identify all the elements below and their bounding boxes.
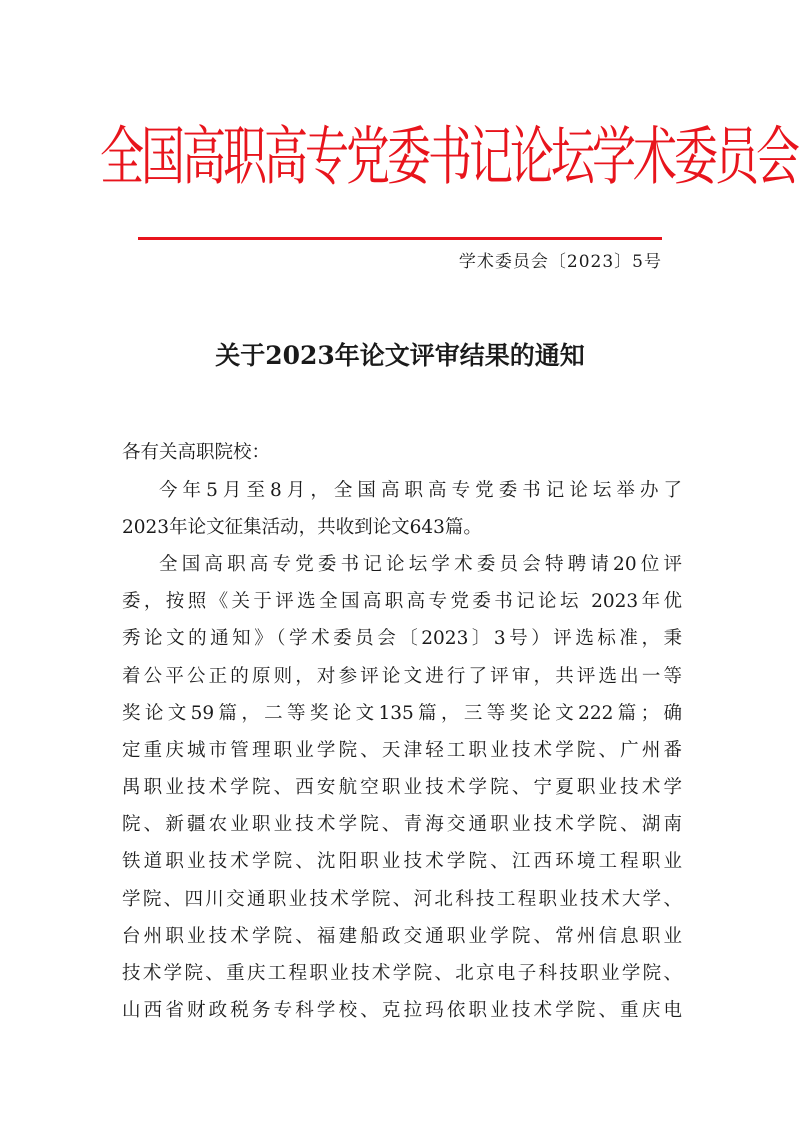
paragraph-line: 委，按照《关于评选全国高职高专党委书记论坛 2023年优 xyxy=(122,591,682,612)
masthead-organization-name: 全国高职高专党委书记论坛学术委员会 xyxy=(100,120,797,195)
paragraph-line: 定重庆城市管理职业学院、天津轻工职业技术学院、广州番 xyxy=(122,740,682,761)
paragraph-line: 禺职业技术学院、西安航空职业技术学院、宁夏职业技术学 xyxy=(122,777,682,798)
paragraph-line: 奖论文59篇，二等奖论文135篇，三等奖论文222篇；确 xyxy=(122,703,682,724)
notice-title: 关于2023年论文评审结果的通知 xyxy=(215,341,585,370)
paragraph-line: 铁道职业技术学院、沈阳职业技术学院、江西环境工程职业 xyxy=(122,851,682,872)
salutation: 各有关高职院校： xyxy=(122,442,271,463)
paragraph-line: 学院、四川交通职业技术学院、河北科技工程职业技术大学、 xyxy=(122,889,682,910)
paragraph-line: 山西省财政税务专科学校、克拉玛依职业技术学院、重庆电 xyxy=(122,1000,682,1021)
paragraph-line: 2023年论文征集活动，共收到论文643篇。 xyxy=(122,517,482,538)
red-divider-line xyxy=(138,237,662,240)
paragraph-line: 今年5月至8月，全国高职高专党委书记论坛举办了 xyxy=(159,480,682,501)
paragraph-line: 技术学院、重庆工程职业技术学院、北京电子科技职业学院、 xyxy=(122,963,682,984)
paragraph-line: 全国高职高专党委书记论坛学术委员会特聘请20位评 xyxy=(159,554,682,575)
paragraph-line: 台州职业技术学院、福建船政交通职业学院、常州信息职业 xyxy=(122,926,682,947)
paragraph-line: 院、新疆农业职业技术学院、青海交通职业技术学院、湖南 xyxy=(122,814,682,835)
document-number: 学术委员会〔2023〕5号 xyxy=(458,252,662,272)
paragraph-line: 秀论文的通知》（学术委员会〔2023〕3号）评选标准，秉 xyxy=(122,628,682,649)
paragraph-line: 着公平公正的原则，对参评论文进行了评审，共评选出一等 xyxy=(122,666,682,687)
